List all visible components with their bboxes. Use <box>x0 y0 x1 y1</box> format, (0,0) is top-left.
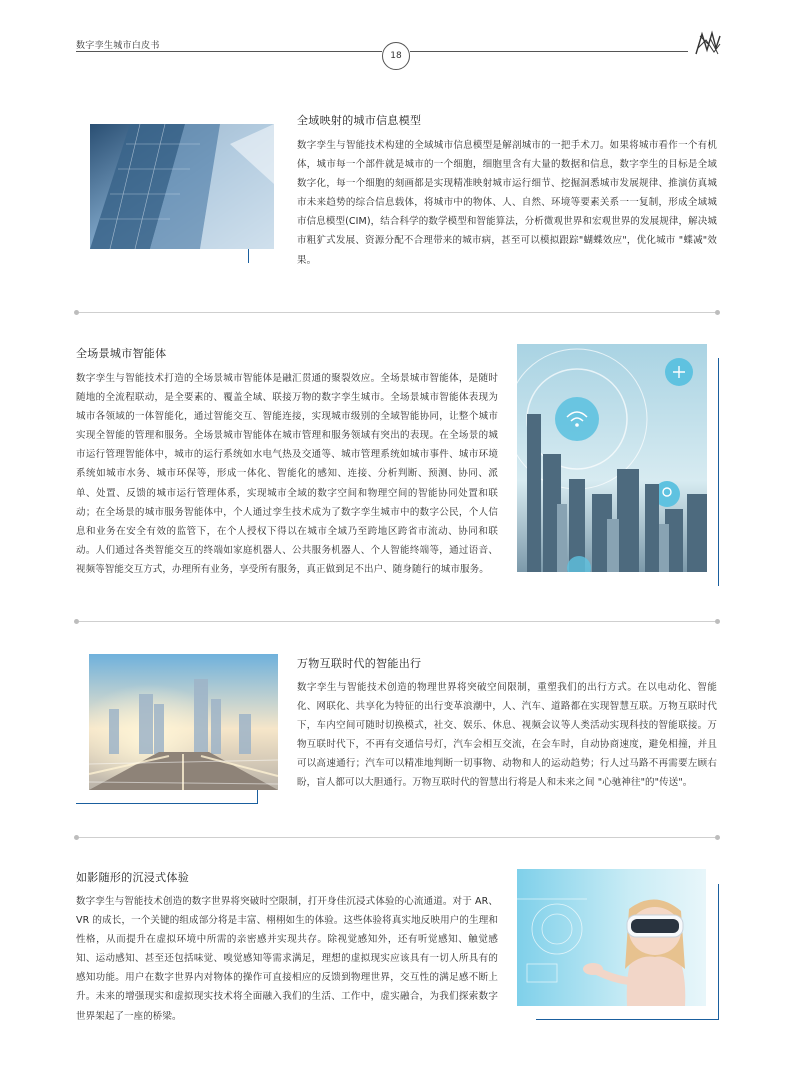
image-accent-rule <box>536 1019 718 1020</box>
vr-headset-woman-image <box>517 869 706 1006</box>
section-divider <box>76 837 718 838</box>
smart-city-icons-image <box>517 344 707 572</box>
header-rule-right <box>410 51 688 52</box>
section-title-immersive: 如影随形的沉浸式体验 <box>76 871 189 884</box>
section-divider <box>76 312 718 313</box>
section-title-city-agent: 全场景城市智能体 <box>76 347 167 360</box>
image-accent-rule <box>257 790 258 804</box>
glass-skyscraper-image <box>90 124 274 249</box>
section-title-mobility: 万物互联时代的智能出行 <box>297 657 422 670</box>
city-road-motion-image <box>89 654 278 790</box>
header-title: 数字孪生城市白皮书 <box>76 41 160 51</box>
image-accent-rule <box>718 358 719 586</box>
section-body-immersive: 数字孪生与智能技术创造的数字世界将突破时空限制，打开身佳沉浸式体验的心流通道。对于 AR、VR 的成长，一个关键的组成部分将是丰富、栩栩如生的体验。这些体验将真实地反映用户的生理和性格，从而提升在虚拟环境中所需的亲密感并实现共存。除视觉感知外，还有听觉感知、触觉感知、运动感知、甚至还包括味觉、嗅觉感知等需求满足，理想的虚拟现实应该具有一切人所具有的感知功能。用户在数字世界内对物体的操作可直接相应的反馈到物理世界，交互性的满足感不断上升。未来的增强现实和虚拟现实技术将全面融入我们的生活、工作中，虚实融合，为我们探索数字世界架起了一座的桥梁。 <box>76 896 498 1022</box>
brand-logo-icon <box>694 30 722 56</box>
section-body-city-agent: 数字孪生与智能技术打造的全场景城市智能体是融汇贯通的聚裂效应。全场景城市智能体，是随时随地的全流程联动，是全要素的、覆盖全域、联接万物的数字孪生城市。全场景城市智能体表现为城市各领域的一体智能化，通过智能交互、智能连接，实现城市级别的全域智能协同，让整个城市实现全智能的管理和服务。全场景城市智能体在城市管理和服务领域有突出的表现。在全场景的城市运行管理智能体中，城市的运行系统如水电气热及交通等、城市管理系统如城市事件、城市环境系统如城市水务、城市环保等，形成一体化、智能化的感知、连接、分析判断、预测、协同、派单、处置、反馈的城市运行管理体系，实现城市全域的数字空间和物理空间的智能协同处置和联动；在全场景的城市服务智能体中，个人通过孪生技术成为了数字孪生城市中的数字公民，个人信息和业务在安全有效的监管下，在个人授权下得以在城市全域乃至跨地区跨省市流动、协同和联动。人们通过各类智能交互的终端如家庭机器人、公共服务机器人、个人智能终端等，通过语音、视频等智能交互方式，办理所有业务，享受所有服务，真正做到足不出户、随身随行的城市服务。 <box>76 373 498 575</box>
header-rule-left <box>76 51 382 52</box>
section-body-mobility: 数字孪生与智能技术创造的物理世界将突破空间限制，重塑我们的出行方式。在以电动化、智能化、网联化、共享化为特征的出行变革浪潮中，人、汽车、道路都在实现智慧互联。万物互联时代下，车内空间可随时切换模式，社交、娱乐、休息、视频会议等人类活动实现科技的智能联接。万物互联时代下，不再有交通信号灯，汽车会相互交流，在会车时，自动协商速度，避免相撞，并且可以高速通行；汽车可以精准地判断一切事物、动物和人的运动趋势；行人过马路不再需要左顾右盼，盲人都可以大胆通行。万物互联时代的智慧出行将是人和未来之间 "心驰神往"的"传送"。 <box>297 682 717 789</box>
section-title-cim: 全域映射的城市信息模型 <box>297 114 422 127</box>
section-divider <box>76 621 718 622</box>
image-accent-rule <box>248 249 249 263</box>
section-body-cim: 数字孪生与智能技术构建的全域城市信息模型是解剖城市的一把手术刀。如果将城市看作一个有机体，城市每一个部件就是城市的一个细胞，细胞里含有大量的数据和信息，数字孪生的目标是全域数字化，每一个细胞的刻画都是实现精准映射城市运行细节、挖掘洞悉城市发展规律、推演仿真城市未来趋势的综合信息载体，将城市中的物体、人、自然、环境等要素关系一一复制，形成全域城市信息模型(CIM)，结合科学的数学模型和智能算法，分析微观世界和宏观世界的发展规律，解决城市粗犷式发展、资源分配不合理带来的城市病，甚至可以模拟跟踪"蝴蝶效应"，优化城市 "蝶减"效果。 <box>297 140 717 266</box>
image-accent-rule <box>718 884 719 1020</box>
image-accent-rule <box>76 803 257 804</box>
page-number: 18 <box>382 42 410 70</box>
